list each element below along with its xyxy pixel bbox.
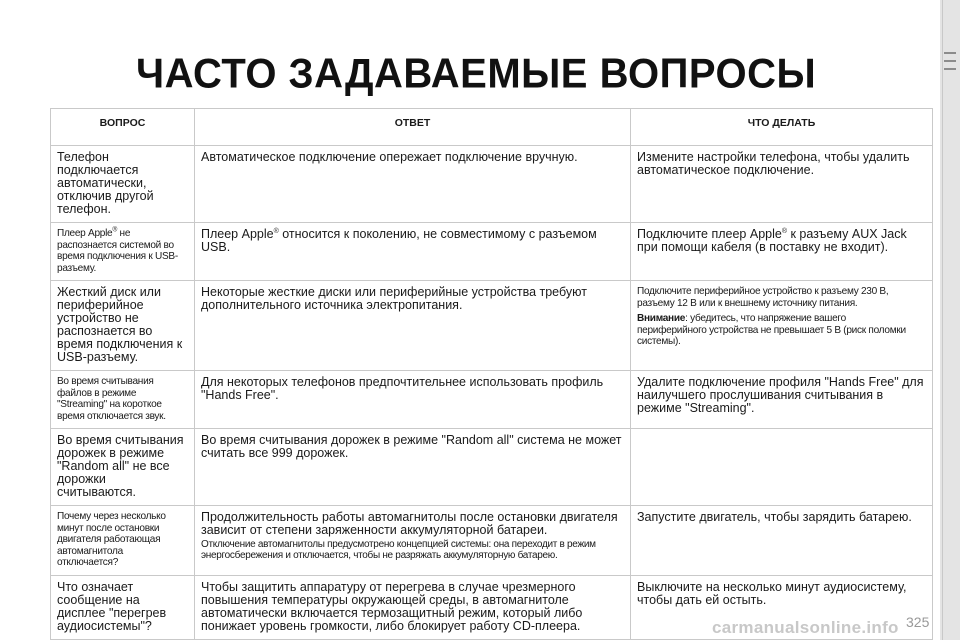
- sidebar-grip-line: [944, 52, 956, 54]
- registered-mark: ®: [112, 226, 118, 234]
- action-cell: [631, 429, 933, 506]
- answer-note: Отключение автомагнитолы предусмотрено концепцией системы: она переходит в режим энергосбережения и отключается, чтобы не разряжать аккумуляторную батарею.: [201, 539, 596, 561]
- action-cell: Запустите двигатель, чтобы зарядить батарею.: [631, 506, 933, 576]
- table-row: [51, 223, 933, 281]
- action-cell: Выключите на несколько минут аудиосистему, чтобы дать ей остыть.: [631, 575, 933, 639]
- page-title: ЧАСТО ЗАДАВАЕМЫЕ ВОПРОСЫ: [136, 50, 817, 98]
- answer-cell: Некоторые жесткие диски или периферийные устройства требуют дополнительного источника электропитания.: [195, 281, 631, 371]
- question-cell: [51, 223, 195, 281]
- watermark: carmanualsonline.info: [712, 618, 899, 637]
- question-cell: Телефон подключается автоматически, отключив другой телефон.: [51, 146, 195, 223]
- table-row: [51, 506, 933, 576]
- table-header-row: [51, 109, 933, 146]
- page-sidebar-strip: [940, 0, 960, 640]
- sidebar-grip-line: [944, 60, 956, 62]
- answer-text: Плеер Apple: [201, 227, 274, 241]
- page-number: 325: [906, 614, 930, 630]
- action-cell: [631, 223, 933, 281]
- answer-cell: Чтобы защитить аппаратуру от перегрева в случае чрезмерного повышения температуры окружающей среды, в автомагнитоле автоматически включается термозащитный режим, который либо понижает уровень громкости, либо блокирует работу CD-плеера.: [195, 575, 631, 639]
- question-text: Почему через несколько минут после остановки двигателя работающая автомагнитола отключается?: [57, 510, 166, 568]
- header-answer: ОТВЕТ: [195, 109, 631, 146]
- action-cell: Измените настройки телефона, чтобы удалить автоматическое подключение.: [631, 146, 933, 223]
- answer-cell: [195, 506, 631, 576]
- question-text: не распознается системой во время подключения к USB-разъему.: [57, 227, 178, 274]
- question-cell: Жесткий диск или периферийное устройство не распознается во время подключения к USB-разъему.: [51, 281, 195, 371]
- action-text: Подключите плеер Apple: [637, 227, 782, 241]
- sidebar-grip-line: [944, 68, 956, 70]
- registered-mark: ®: [781, 227, 787, 235]
- question-cell: [51, 506, 195, 576]
- answer-text: Продолжительность работы автомагнитолы после остановки двигателя зависит от степени заряженности аккумуляторной батареи.: [201, 510, 618, 537]
- header-action: ЧТО ДЕЛАТЬ: [631, 109, 933, 146]
- table-row: [51, 371, 933, 429]
- note-label: Внимание: [637, 312, 686, 324]
- table-row: [51, 429, 933, 506]
- action-text: к разъему AUX Jack при помощи кабеля (в поставку не входит).: [637, 227, 907, 254]
- question-text: Во время считывания файлов в режиме "Streaming" на короткое время отключается звук.: [57, 375, 166, 422]
- action-text: Подключите периферийное устройство к разъему 230 В, разъему 12 В или к внешнему источнику питания.: [637, 285, 889, 309]
- question-text: Плеер Apple: [57, 227, 113, 239]
- action-cell: [631, 281, 933, 371]
- header-question: ВОПРОС: [51, 109, 195, 146]
- action-note: [637, 313, 914, 348]
- table-row: [51, 146, 933, 223]
- answer-cell: Для некоторых телефонов предпочтительнее использовать профиль "Hands Free".: [195, 371, 631, 429]
- faq-table: [50, 108, 933, 640]
- registered-mark: ®: [273, 227, 279, 235]
- question-cell: Во время считывания дорожек в режиме "Random all" не все дорожки считываются.: [51, 429, 195, 506]
- answer-cell: [195, 223, 631, 281]
- action-cell: Удалите подключение профиля "Hands Free" для наилучшего прослушивания считывания в режиме "Streaming".: [631, 371, 933, 429]
- question-cell: Что означает сообщение на дисплее "перегрев аудиосистемы"?: [51, 575, 195, 639]
- answer-text: относится к поколению, не совместимому с разъемом USB.: [201, 227, 597, 254]
- note-text: : убедитесь, что напряжение вашего периферийного устройства не превышает 5 В (риск поломки системы).: [637, 312, 906, 347]
- answer-cell: Автоматическое подключение опережает подключение вручную.: [195, 146, 631, 223]
- table-row: [51, 281, 933, 371]
- answer-cell: Во время считывания дорожек в режиме "Random all" система не может считать все 999 дорожек.: [195, 429, 631, 506]
- question-cell: [51, 371, 195, 429]
